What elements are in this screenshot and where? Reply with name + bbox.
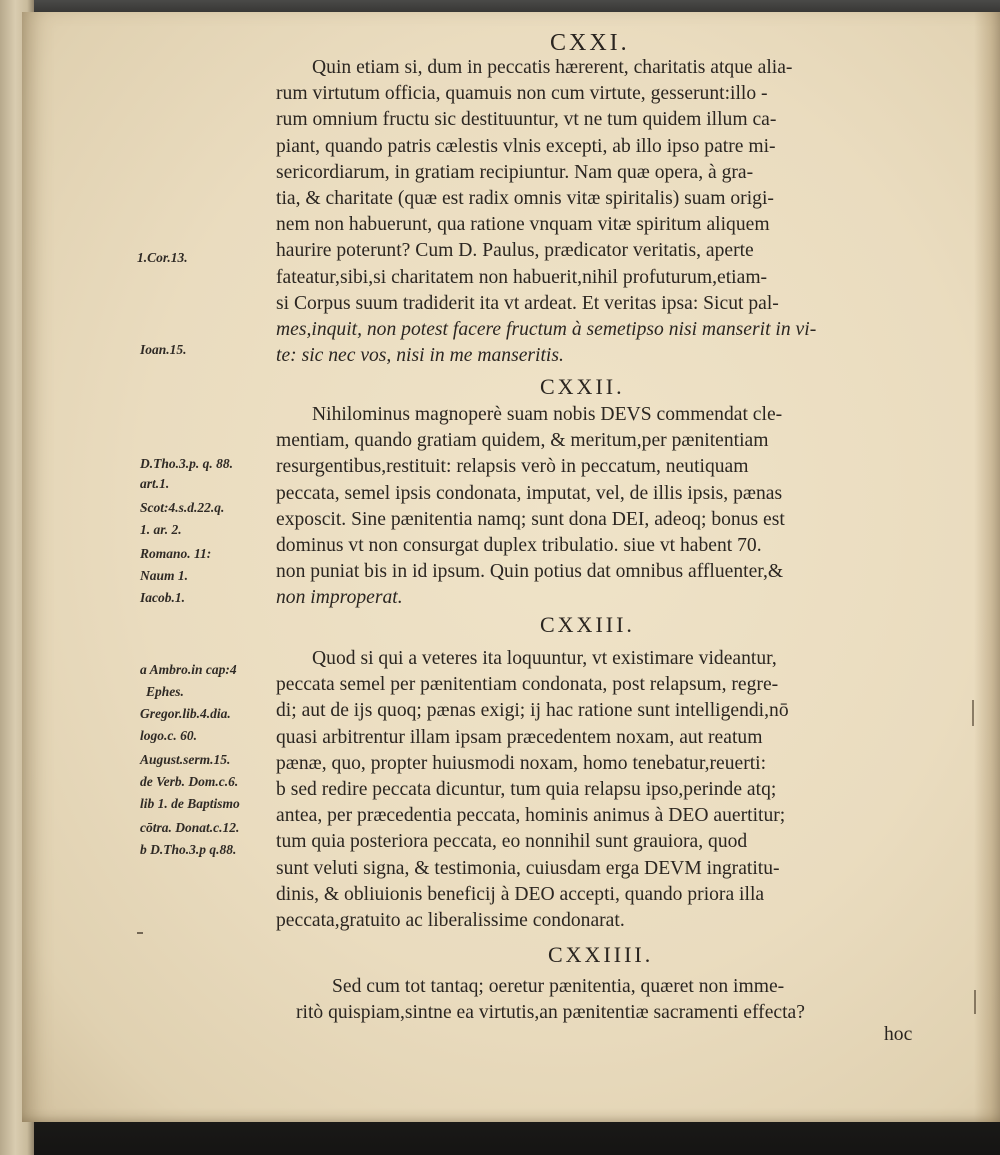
section-cxxii-body <box>276 402 926 612</box>
body-line: resurgentibus,restituit: relapsis verò in peccatum, neutiquam <box>276 456 749 478</box>
margin-note: lib 1. de Baptismo <box>140 796 240 811</box>
body-line: rum virtutum officia, quamuis non cum virtute, gesserunt:illo - <box>276 83 768 105</box>
margin-note: de Verb. Dom.c.6. <box>140 774 239 789</box>
body-line: haurire poterunt? Cum D. Paulus, prædicator veritatis, aperte <box>276 240 754 262</box>
catchword: hoc <box>884 1024 913 1045</box>
body-line: exposcit. Sine pænitentia namq; sunt dona DEI, adeoq; bonus est <box>276 508 785 530</box>
body-line: peccata semel per pænitentiam condonata, post relapsum, regre- <box>276 674 779 696</box>
margin-note: a Ambro.in cap:4 <box>140 662 237 677</box>
margin-note: Romano. 11: <box>140 546 212 561</box>
running-head: CXXI. <box>550 30 630 56</box>
margin-note: Naum 1. <box>140 568 189 583</box>
margin-note: b D.Tho.3.p q.88. <box>140 842 237 857</box>
section-cxxi-body <box>276 55 926 369</box>
body-line: rum omnium fructu sic destituuntur, vt ne tum quidem illum ca- <box>276 109 777 131</box>
ink-speck <box>974 990 976 1014</box>
margin-note: D.Tho.3.p. q. 88. <box>140 456 234 471</box>
body-line: pænæ, quo, propter huiusmodi noxam, homo tenebatur,reuerti: <box>276 752 767 774</box>
body-line: tia, & charitate (quæ est radix omnis vitæ spiritalis) suam origi- <box>276 188 774 210</box>
body-line: tum quia posteriora peccata, eo nonnihil sunt grauiora, quod <box>276 831 748 853</box>
body-line: b sed redire peccata dicuntur, tum quia relapsu ipso,perinde atq; <box>276 779 777 801</box>
body-line: Quod si qui a veteres ita loquuntur, vt existimare videantur, <box>312 648 777 669</box>
body-line: non improperat. <box>276 587 403 609</box>
section-heading-cxxiiii: CXXIIII. <box>548 942 654 967</box>
margin-note: art.1. <box>140 476 170 491</box>
margin-note: cōtra. Donat.c.12. <box>140 820 240 835</box>
body-line: Quin etiam si, dum in peccatis hærerent, charitatis atque alia- <box>312 57 793 78</box>
body-line: peccata,gratuito ac liberalissime condonarat. <box>276 910 625 932</box>
margin-note: 1. ar. 2. <box>140 522 182 537</box>
body-line: sericordiarum, in gratiam recipiuntur. Nam quæ opera, à gra- <box>276 161 754 183</box>
body-line: peccata, semel ipsis condonata, imputat, vel, de illis ipsis, pænas <box>276 482 783 504</box>
body-line: antea, per præcedentia peccata, hominis animus à DEO auertitur; <box>276 805 786 827</box>
body-line: si Corpus suum tradiderit ita vt ardeat. Et veritas ipsa: Sicut pal- <box>276 292 779 314</box>
body-line: dominus vt non consurgat duplex tribulatio. siue vt habent 70. <box>276 535 762 557</box>
ink-speck <box>137 932 143 934</box>
body-line: Sed cum tot tantaq; oeretur pænitentia, quæret non imme- <box>332 976 785 997</box>
body-line: non puniat bis in id ipsum. Quin potius dat omnibus affluenter,& <box>276 561 784 583</box>
margin-note: Ioan.15. <box>140 342 187 357</box>
page-right-edge <box>974 12 1000 1122</box>
section-cxxiiii-body <box>296 974 926 1026</box>
section-cxxiii-body <box>276 646 926 934</box>
margin-note: 1.Cor.13. <box>137 250 188 265</box>
body-line: te: sic nec vos, nisi in me manseritis. <box>276 345 564 367</box>
body-line: quasi arbitrentur illam ipsam præcedentem noxam, aut reatum <box>276 726 763 748</box>
section-heading-cxxii: CXXII. <box>540 374 625 399</box>
body-line: di; aut de ijs quoq; pænas exigi; ij hac ratione sunt intelligendi,nō <box>276 700 789 722</box>
margin-note: Ephes. <box>146 684 184 699</box>
margin-note: Iacob.1. <box>140 590 185 605</box>
body-line: mentiam, quando gratiam quidem, & meritum,per pænitentiam <box>276 430 769 452</box>
body-line: mes,inquit, non potest facere fructum à semetipso nisi manserit in vi- <box>276 319 817 341</box>
body-line: Nihilominus magnoperè suam nobis DEVS commendat cle- <box>312 404 783 425</box>
margin-note: logo.c. 60. <box>140 728 197 743</box>
ink-speck <box>972 700 974 726</box>
body-line: nem non habuerunt, qua ratione vnquam vitæ spiritum aliquem <box>276 214 770 236</box>
body-line: fateatur,sibi,si charitatem non habuerit,nihil profuturum,etiam- <box>276 266 768 288</box>
body-line: sunt veluti signa, & testimonia, cuiusdam erga DEVM ingratitu- <box>276 857 780 879</box>
margin-note: August.serm.15. <box>140 752 231 767</box>
section-heading-cxxiii: CXXIII. <box>540 612 635 637</box>
margin-note: Gregor.lib.4.dia. <box>140 706 231 721</box>
body-line: piant, quando patris cælestis vlnis excepti, ab illo ipso patre mi- <box>276 135 776 157</box>
body-line: ritò quispiam,sintne ea virtutis,an pænitentiæ sacramenti effecta? <box>296 1002 805 1024</box>
body-line: dinis, & obliuionis beneficij à DEO accepti, quando priora illa <box>276 883 765 905</box>
margin-note: Scot:4.s.d.22.q. <box>140 500 225 515</box>
